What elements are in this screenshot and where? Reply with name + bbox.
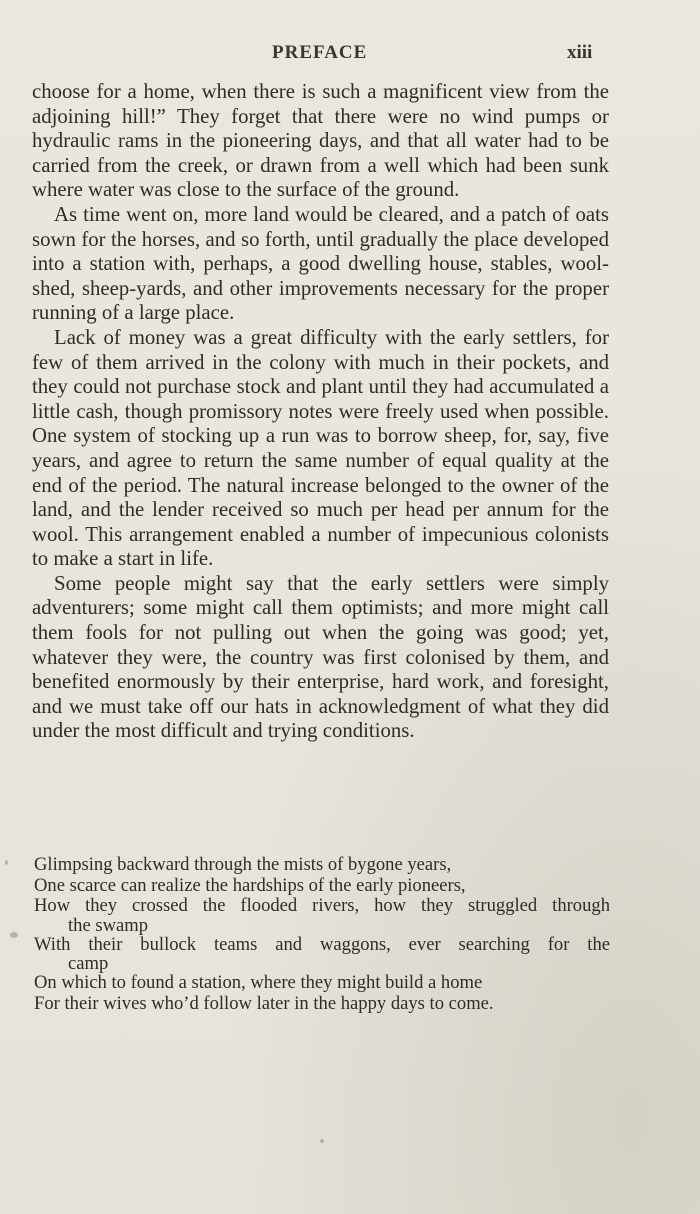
paragraph-1: choose for a home, when there is such a magnificent view from the adjoining hill!” They forget that there were no wind pumps or hydraulic rams in the pioneering days, and that all water had to be carried from the creek, or drawn from a well which had been sunk where water was close to the surface of the ground.: [32, 80, 609, 202]
page-header: [0, 42, 700, 72]
verse-line-2: One scarce can realize the hardships of the early pioneers,: [34, 874, 466, 896]
verse-line-6: For their wives who’d follow later in the happy days to come.: [34, 992, 494, 1014]
verse-line-3: How they crossed the flooded rivers, how they struggled through: [34, 895, 610, 916]
verse-block: [34, 855, 610, 1014]
verse-line-1: Glimpsing backward through the mists of bygone years,: [34, 854, 452, 875]
ink-speck: [10, 932, 18, 938]
running-title: PREFACE: [272, 42, 368, 63]
ink-speck: [320, 1139, 324, 1143]
verse-line-5: On which to found a station, where they might build a home: [34, 972, 483, 993]
paragraph-2: As time went on, more land would be cleared, and a patch of oats sown for the horses, and so forth, until gradually the place developed into a station with, perhaps, a good dwelling house, stables, wool-shed, sheep-yards, and other improvements necessary for the proper running of a large place.: [32, 202, 609, 325]
paragraph-4: Some people might say that the early settlers were simply adventurers; some might call them optimists; and more might call them fools for not pulling out when the going was good; yet, whatever they were, the country was first colonised by them, and benefited enormously by their enterprise, hard work, and foresight, and we must take off our hats in acknowledgment of what they did under the most difficult and trying conditions.: [32, 571, 609, 743]
verse-line-4: With their bullock teams and waggons, ever searching for the: [34, 933, 610, 955]
verse-line-3-continuation: the swamp: [68, 914, 149, 936]
body-text: [32, 80, 609, 744]
verse-line-4-continuation: camp: [68, 953, 109, 974]
page-number: xiii: [567, 42, 593, 63]
paragraph-3: Lack of money was a great difficulty with the early settlers, for few of them arrived in the colony with much in their pockets, and they could not purchase stock and plant until they had accumulated a little cash, though promissory notes were freely used when possible. One system of stocking up a run was to borrow sheep, for, say, five years, and agree to return the same number of equal quality at the end of the period. The natural increase belonged to the owner of the land, and the lender received so much per head per annum for the wool. This arrangement enabled a number of impecunious colonists to make a start in life.: [32, 325, 609, 571]
ink-speck: [5, 860, 8, 865]
